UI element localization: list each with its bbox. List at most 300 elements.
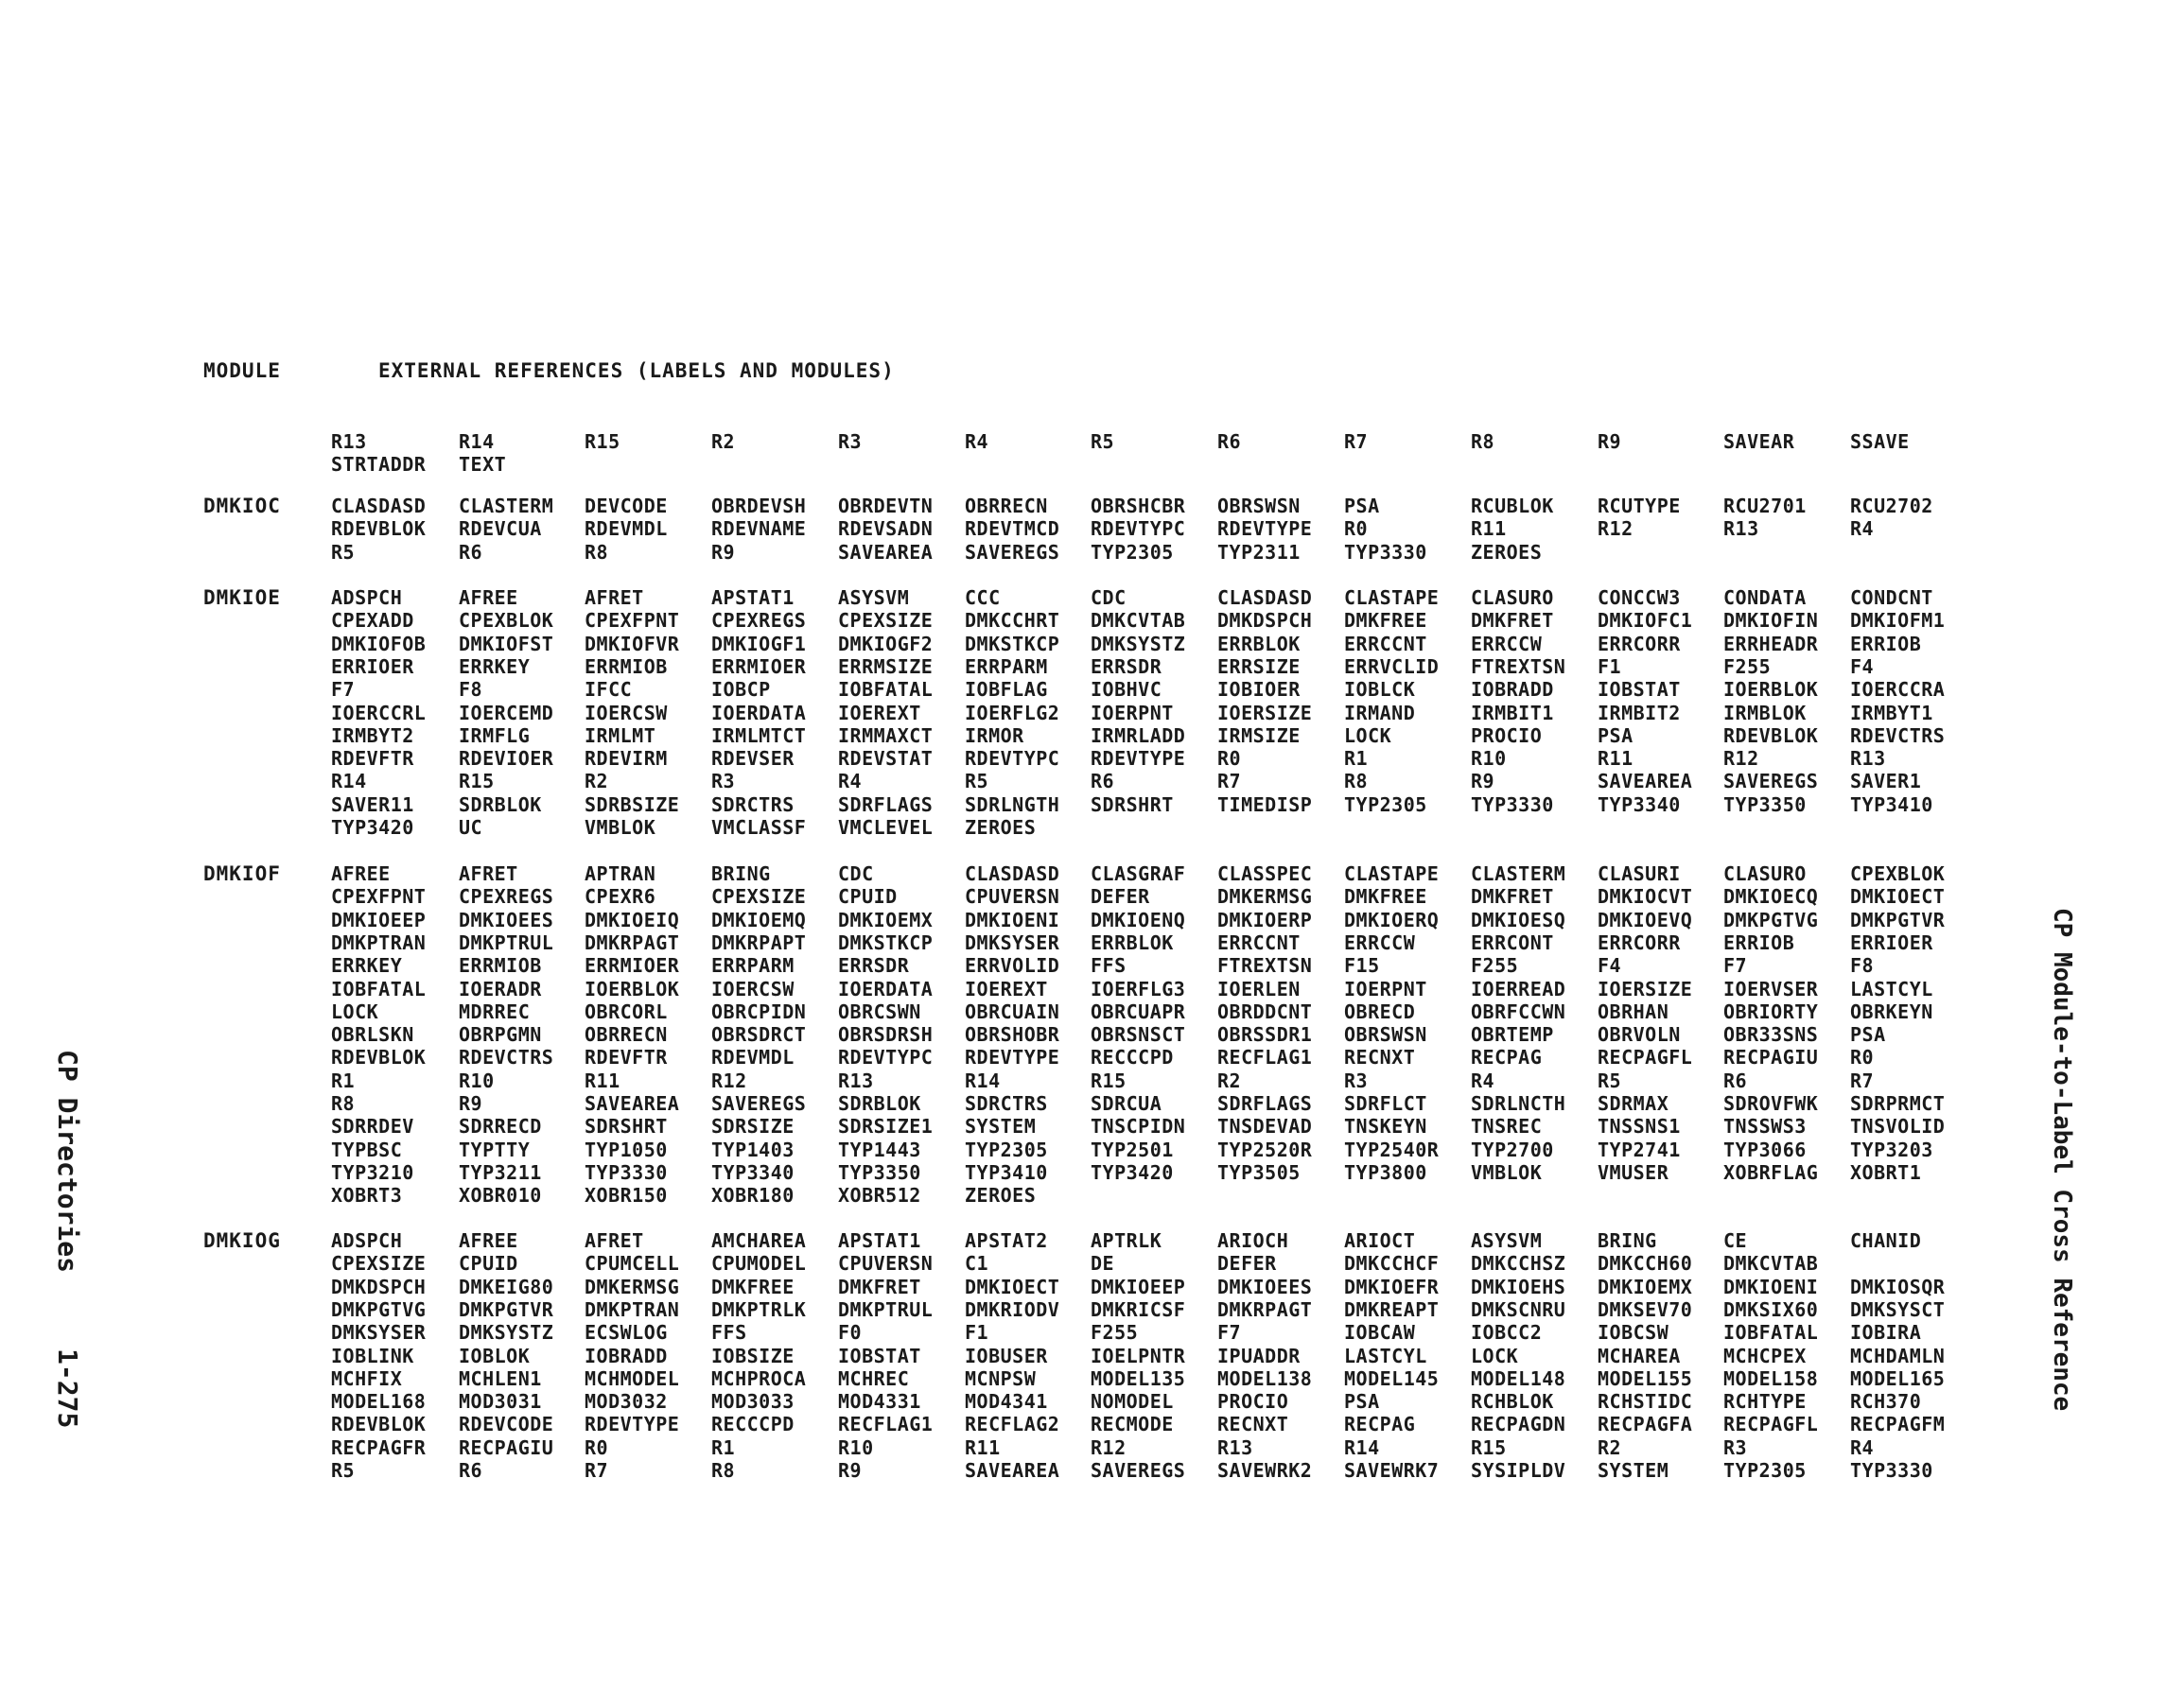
reference-label: SAVEWRK7 (1344, 1459, 1440, 1482)
reference-label: TYP3340 (711, 1160, 795, 1184)
reference-label: RECFLAG1 (1217, 1046, 1313, 1070)
reference-label: R11 (1471, 517, 1507, 541)
reference-label: DMKERMSG (585, 1275, 680, 1298)
reference-label: MCHLEN1 (459, 1366, 542, 1390)
reference-label: ERRIOER (331, 654, 414, 678)
reference-label: IRMBIT1 (1471, 701, 1554, 724)
reference-label: IOERPNT (1344, 977, 1427, 1000)
reference-label: RDEVCODE (459, 1413, 554, 1436)
reference-label: SYSTEM (965, 1115, 1037, 1139)
reference-label: DMKIOCVT (1598, 885, 1693, 909)
reference-label: DMKPGTVR (1850, 908, 1946, 931)
reference-label: CONDATA (1723, 586, 1807, 609)
reference-label: RECPAGFL (1598, 1046, 1693, 1070)
reference-label: OBRSDRCT (711, 1023, 807, 1047)
reference-label: SDRCUA (1091, 1092, 1162, 1115)
reference-label: APTRLK (1091, 1229, 1162, 1252)
reference-label: R1 (1344, 747, 1369, 771)
reference-label: CONDCNT (1850, 586, 1933, 609)
reference-row (0, 770, 2184, 792)
reference-label: R12 (1723, 747, 1759, 771)
reference-label: R12 (711, 1069, 747, 1092)
reference-label: DMKPGTVR (459, 1297, 554, 1321)
reference-label: IRMBYT2 (331, 723, 414, 747)
reference-row (0, 586, 2184, 609)
reference-row (0, 1046, 2184, 1069)
reference-label: SAVER1 (1850, 770, 1922, 793)
reference-label: R4 (1850, 1435, 1875, 1459)
reference-label: DMKIOEMX (1598, 1275, 1693, 1298)
reference-label: SDROVFWK (1723, 1092, 1819, 1115)
reference-label: OBRVOLN (1598, 1023, 1681, 1047)
reference-label: IOBLCK (1344, 678, 1416, 702)
reference-label: SDRFLCT (1344, 1092, 1427, 1115)
reference-label: DMKIOERQ (1344, 908, 1440, 931)
reference-label: CLASURO (1471, 586, 1554, 609)
reference-label: RECPAG (1344, 1413, 1416, 1436)
reference-label: ERRBLOK (1091, 930, 1174, 954)
reference-label: R7 (1850, 1069, 1875, 1092)
reference-label: DMKSTKCP (965, 632, 1060, 655)
reference-label: TYP3330 (585, 1160, 668, 1184)
reference-label: ZEROES (1471, 540, 1543, 564)
reference-label: AFREE (459, 586, 518, 609)
reference-label: ERRPARM (711, 954, 795, 978)
reference-label: OBRSHOBR (965, 1023, 1060, 1047)
reference-label: CDC (1091, 586, 1127, 609)
reference-label: FFS (1091, 954, 1127, 978)
reference-label: RCHBLOK (1471, 1390, 1554, 1414)
reference-label: DMKCCHCF (1344, 1252, 1440, 1276)
reference-label: IOERFLG3 (1091, 977, 1186, 1000)
reference-label: CPEXSIZE (711, 885, 807, 909)
reference-label: CPEXFPNT (331, 885, 427, 909)
reference-row (0, 1139, 2184, 1161)
reference-label: OBRPGMN (459, 1023, 542, 1047)
reference-label: IOERCSW (711, 977, 795, 1000)
reference-label: R2 (1598, 1435, 1622, 1459)
reference-label: TYP2700 (1471, 1138, 1554, 1161)
reference-label: IOERSIZE (1217, 701, 1313, 724)
reference-label: RCUTYPE (1598, 495, 1681, 517)
reference-label: R7 (1217, 770, 1242, 793)
reference-label: R8 (1344, 770, 1369, 793)
reference-label: ASYSVM (838, 586, 910, 609)
reference-label: TYP2741 (1598, 1138, 1681, 1161)
reference-label: ERRIOB (1723, 930, 1795, 954)
reference-label: F255 (1723, 654, 1772, 678)
reference-label: F255 (1091, 1321, 1139, 1345)
page-footer (52, 1050, 83, 1428)
reference-label: R5 (1598, 1069, 1622, 1092)
reference-label: CHANID (1850, 1229, 1922, 1252)
reference-label: R8 (585, 540, 609, 564)
reference-label: MOD3031 (459, 1390, 542, 1414)
reference-label: DMKIOEES (459, 908, 554, 931)
reference-label: MOD4331 (838, 1390, 921, 1414)
reference-label: TYP1403 (711, 1138, 795, 1161)
reference-label: RECNXT (1344, 1046, 1416, 1070)
reference-label: VMUSER (1598, 1160, 1669, 1184)
module-name: DMKIOC (203, 495, 281, 517)
reference-label: F0 (838, 1321, 863, 1345)
reference-label: CLASTAPE (1344, 862, 1440, 885)
reference-label: TYPBSC (331, 1138, 403, 1161)
reference-label: R13 (838, 1069, 874, 1092)
reference-label: ERRHEADR (1723, 632, 1819, 655)
reference-label: RECPAGFM (1850, 1413, 1946, 1436)
reference-label: RECCCPD (711, 1413, 795, 1436)
reference-label: CLASTAPE (1344, 586, 1440, 609)
reference-label: IOERCEMD (459, 701, 554, 724)
reference-label: IOBSIZE (711, 1344, 795, 1367)
reference-row (0, 1413, 2184, 1435)
reference-label: IOBCAW (1344, 1321, 1416, 1345)
reference-label: R9 (1471, 770, 1495, 793)
reference-label: DMKIOSQR (1850, 1275, 1946, 1298)
reference-label: IOERBLOK (585, 977, 680, 1000)
reference-label: CPUVERSN (838, 1252, 934, 1276)
reference-label: ERRMIOER (585, 954, 680, 978)
reference-label: TYP3420 (1091, 1160, 1174, 1184)
reference-label: ERRCCNT (1344, 632, 1427, 655)
reference-label: ASYSVM (1471, 1229, 1543, 1252)
reference-label: DMKFRET (1471, 609, 1554, 633)
reference-label: TNSREC (1471, 1115, 1543, 1139)
reference-label: OBRCORL (585, 1000, 668, 1023)
reference-label: ERRMIOER (711, 654, 807, 678)
reference-label: RECCCPD (1091, 1046, 1174, 1070)
reference-row (0, 885, 2184, 908)
reference-label: ERRIOER (1850, 930, 1933, 954)
reference-label: AFREE (331, 862, 391, 885)
reference-label: IRMFLG (459, 723, 531, 747)
reference-label: DMKIOECT (1850, 885, 1946, 909)
reference-label: CLASGRAF (1091, 862, 1186, 885)
reference-label: DMKSCNRU (1471, 1297, 1566, 1321)
reference-label: IOBLOK (459, 1344, 531, 1367)
reference-label: MOD3033 (711, 1390, 795, 1414)
reference-row (0, 1345, 2184, 1367)
reference-label: R14 (965, 1069, 1001, 1092)
reference-label: IRMLMT (585, 723, 656, 747)
reference-label: DMKIOGF2 (838, 632, 934, 655)
reference-label: IOBFATAL (838, 678, 934, 702)
reference-label: TYP3410 (965, 1160, 1048, 1184)
reference-label: TYP3410 (1850, 792, 1933, 816)
reference-label: RDEVBLOK (1723, 723, 1819, 747)
reference-label: CPUVERSN (965, 885, 1060, 909)
reference-label: FTREXTSN (1217, 954, 1313, 978)
reference-label: APSTAT2 (965, 1229, 1048, 1252)
reference-label: MODEL158 (1723, 1366, 1819, 1390)
reference-label: PROCIO (1217, 1390, 1289, 1414)
reference-label: DMKCCH60 (1598, 1252, 1693, 1276)
reference-label: F1 (1598, 654, 1622, 678)
reference-label: OBRCPIDN (711, 1000, 807, 1023)
reference-row (0, 1092, 2184, 1115)
reference-label: F4 (1598, 954, 1622, 978)
reference-label: ZEROES (965, 1184, 1037, 1208)
reference-label: DMKSYSER (331, 1321, 427, 1345)
reference-label: SAVEAREA (965, 1459, 1060, 1482)
reference-label: IFCC (585, 678, 633, 702)
reference-label: IOERCCRL (331, 701, 427, 724)
reference-label: TYP2520R (1217, 1138, 1313, 1161)
reference-label: DMKFRET (838, 1275, 921, 1298)
reference-label: ERRBLOK (1217, 632, 1301, 655)
reference-label: RCUBLOK (1471, 495, 1554, 517)
reference-label: RDEVCTRS (459, 1046, 554, 1070)
reference-label: RECPAG (1471, 1046, 1543, 1070)
reference-label: R13 (331, 430, 367, 453)
reference-label: TNSSNS1 (1598, 1115, 1681, 1139)
reference-label: R8 (711, 1459, 736, 1482)
reference-label: SDRBLOK (459, 792, 542, 816)
reference-row (0, 1023, 2184, 1046)
reference-row (0, 655, 2184, 678)
reference-row (0, 1321, 2184, 1344)
reference-label: F4 (1850, 654, 1875, 678)
reference-label: DMKRPAPT (711, 930, 807, 954)
reference-label: OBRSNSCT (1091, 1023, 1186, 1047)
reference-label: R2 (585, 770, 609, 793)
reference-label: R10 (1471, 747, 1507, 771)
reference-label: SDRSIZE (711, 1115, 795, 1139)
reference-label: SAVEREGS (965, 540, 1060, 564)
reference-label: ERRPARM (965, 654, 1048, 678)
reference-label: RDEVTYPE (1091, 747, 1186, 771)
reference-label: SDRMAX (1598, 1092, 1669, 1115)
reference-label: IRMBIT2 (1598, 701, 1681, 724)
reference-label: FFS (711, 1321, 747, 1345)
reference-label: R0 (1344, 517, 1369, 541)
reference-label: DMKRIODV (965, 1297, 1060, 1321)
reference-label: SDRCTRS (711, 792, 795, 816)
reference-label: ERRVOLID (965, 954, 1060, 978)
reference-label: OBRKEYN (1850, 1000, 1933, 1023)
reference-label: SAVER11 (331, 792, 414, 816)
reference-label: R15 (1091, 1069, 1127, 1092)
reference-label: MODEL145 (1344, 1366, 1440, 1390)
reference-label: OBRDEVTN (838, 495, 934, 517)
reference-label: IOBUSER (965, 1344, 1048, 1367)
reference-label: IPUADDR (1217, 1344, 1301, 1367)
reference-label: ERRKEY (459, 654, 531, 678)
reference-label: ERRMIOB (459, 954, 542, 978)
reference-label: IRMSIZE (1217, 723, 1301, 747)
reference-label: R9 (459, 1092, 483, 1115)
reference-label: RDEVCUA (459, 517, 542, 541)
reference-label: IOERDATA (838, 977, 934, 1000)
reference-row (0, 1367, 2184, 1390)
reference-label: CLASDASD (331, 495, 427, 517)
reference-label: DMKRPAGT (1217, 1297, 1313, 1321)
reference-label: VMCLEVEL (838, 816, 934, 839)
reference-label: ECSWLOG (585, 1321, 668, 1345)
reference-label: R14 (459, 430, 495, 453)
reference-label: APSTAT1 (711, 586, 795, 609)
reference-label: R2 (711, 430, 736, 453)
reference-label: OBRSWSN (1344, 1023, 1427, 1047)
external-references-header: EXTERNAL REFERENCES (LABELS AND MODULES) (378, 359, 895, 382)
reference-label: RDEVSTAT (838, 747, 934, 771)
reference-label: IOERREAD (1471, 977, 1566, 1000)
reference-row (0, 793, 2184, 816)
reference-label: OBRIORTY (1723, 1000, 1819, 1023)
reference-label: SDRLNCTH (1471, 1092, 1566, 1115)
reference-label: R12 (1091, 1435, 1127, 1459)
reference-label: IOBLINK (331, 1344, 414, 1367)
reference-label: TNSVOLID (1850, 1115, 1946, 1139)
reference-label: SAVEREGS (1091, 1459, 1186, 1482)
reference-row (0, 1115, 2184, 1138)
reference-label: OBRTEMP (1471, 1023, 1554, 1047)
reference-label: RDEVTYPE (1217, 517, 1313, 541)
reference-label: R10 (459, 1069, 495, 1092)
reference-label: RECPAGDN (1471, 1413, 1566, 1436)
reference-label: TYP3330 (1850, 1459, 1933, 1482)
reference-label: CONCCW3 (1598, 586, 1681, 609)
reference-label: MOD4341 (965, 1390, 1048, 1414)
reference-label: SDRFLAGS (838, 792, 934, 816)
reference-label: DMKFREE (711, 1275, 795, 1298)
reference-label: R13 (1217, 1435, 1253, 1459)
reference-label: IRMMAXCT (838, 723, 934, 747)
reference-label: DMKCCHSZ (1471, 1252, 1566, 1276)
reference-label: OBRSSDR1 (1217, 1023, 1313, 1047)
reference-label: DMKSTKCP (838, 930, 934, 954)
reference-label: R14 (1344, 1435, 1380, 1459)
reference-label: MCHFIX (331, 1366, 403, 1390)
reference-label: LASTCYL (1344, 1344, 1427, 1367)
running-title: CP Module-to-Label Cross Reference (2048, 908, 2076, 1412)
reference-label: OBR33SNS (1723, 1023, 1819, 1047)
reference-label: F255 (1471, 954, 1519, 978)
reference-label: DMKIOEHS (1471, 1275, 1566, 1298)
reference-label: DMKIOFVR (585, 632, 680, 655)
reference-label: DMKIOERP (1217, 908, 1313, 931)
reference-label: MODEL165 (1850, 1366, 1946, 1390)
reference-label: TYP3203 (1850, 1138, 1933, 1161)
reference-label: SDRRDEV (331, 1115, 414, 1139)
reference-label: DMKFREE (1344, 609, 1427, 633)
reference-label: F7 (1217, 1321, 1242, 1345)
reference-label: R1 (331, 1069, 356, 1092)
reference-label: OBRDEVSH (711, 495, 807, 517)
reference-label: DMKIOEMQ (711, 908, 807, 931)
reference-label: R11 (585, 1069, 620, 1092)
reference-label: MOD3032 (585, 1390, 668, 1414)
reference-label: ERRMIOB (585, 654, 668, 678)
reference-label: R5 (1091, 430, 1115, 453)
reference-label: LASTCYL (1850, 977, 1933, 1000)
reference-label: R15 (1471, 1435, 1507, 1459)
reference-row (0, 609, 2184, 632)
reference-label: DMKIOECT (965, 1275, 1060, 1298)
reference-label: VMBLOK (585, 816, 656, 839)
reference-label: VMBLOK (1471, 1160, 1543, 1184)
reference-label: IOBSTAT (838, 1344, 921, 1367)
reference-label: R5 (331, 1459, 356, 1482)
reference-label: TYP3340 (1598, 792, 1681, 816)
reference-label: F8 (1850, 954, 1875, 978)
reference-label: OBRSHCBR (1091, 495, 1186, 517)
reference-label: DMKIOEFR (1344, 1275, 1440, 1298)
reference-label: PROCIO (1471, 723, 1543, 747)
reference-label: MODEL155 (1598, 1366, 1693, 1390)
reference-label: DMKPTRUL (838, 1297, 934, 1321)
reference-label: CPEXFPNT (585, 609, 680, 633)
reference-label: TYP3420 (331, 816, 414, 839)
reference-label: TNSCPIDN (1091, 1115, 1186, 1139)
reference-label: XOBR010 (459, 1184, 542, 1208)
reference-row (0, 1298, 2184, 1321)
reference-label: STRTADDR (331, 453, 427, 477)
reference-label: DEVCODE (585, 495, 668, 517)
reference-label: OBRCUAPR (1091, 1000, 1186, 1023)
reference-label: SDRFLAGS (1217, 1092, 1313, 1115)
reference-label: PSA (1344, 495, 1380, 517)
reference-label: SDRSHRT (585, 1115, 668, 1139)
reference-label: R4 (1850, 517, 1875, 541)
reference-label: FTREXTSN (1471, 654, 1566, 678)
reference-label: RDEVTYPE (585, 1413, 680, 1436)
reference-row (0, 633, 2184, 655)
reference-label: ADSPCH (331, 1229, 403, 1252)
reference-label: RCU2702 (1850, 495, 1933, 517)
reference-label: RCU2701 (1723, 495, 1807, 517)
reference-label: AFRET (585, 586, 644, 609)
reference-label: TYP3210 (331, 1160, 414, 1184)
reference-label: DMKCCHRT (965, 609, 1060, 633)
reference-label: TEXT (459, 453, 507, 477)
reference-label: VMCLASSF (711, 816, 807, 839)
reference-label: R12 (1598, 517, 1634, 541)
reference-row (0, 541, 2184, 564)
reference-label: CLASTERM (1471, 862, 1566, 885)
reference-label: MCHCPEX (1723, 1344, 1807, 1367)
reference-label: IOBIOER (1217, 678, 1301, 702)
reference-label: R5 (331, 540, 356, 564)
reference-label: LOCK (1344, 723, 1392, 747)
reference-label: R5 (965, 770, 989, 793)
reference-label: RDEVIOER (459, 747, 554, 771)
reference-row (0, 1390, 2184, 1413)
reference-label: CPEXREGS (459, 885, 554, 909)
reference-label: DMKSEV70 (1598, 1297, 1693, 1321)
reference-label: R9 (1598, 430, 1622, 453)
reference-row (0, 931, 2184, 954)
reference-label: RDEVMDL (711, 1046, 795, 1070)
reference-label: OBRDDCNT (1217, 1000, 1313, 1023)
reference-label: RDEVTYPC (838, 1046, 934, 1070)
reference-label: TYP2305 (1723, 1459, 1807, 1482)
reference-label: RDEVTYPC (965, 747, 1060, 771)
reference-label: XOBR150 (585, 1184, 668, 1208)
reference-label: SAVEAREA (1598, 770, 1693, 793)
reference-label: TYPTTY (459, 1138, 531, 1161)
reference-label: SAVEWRK2 (1217, 1459, 1313, 1482)
reference-row (0, 1252, 2184, 1275)
reference-label: RECPAGIU (459, 1435, 554, 1459)
reference-label: DMKDSPCH (331, 1275, 427, 1298)
reference-label: MODEL148 (1471, 1366, 1566, 1390)
reference-label: XOBRFLAG (1723, 1160, 1819, 1184)
reference-label: AFRET (459, 862, 518, 885)
reference-label: CPUID (838, 885, 898, 909)
reference-label: ARIOCH (1217, 1229, 1289, 1252)
